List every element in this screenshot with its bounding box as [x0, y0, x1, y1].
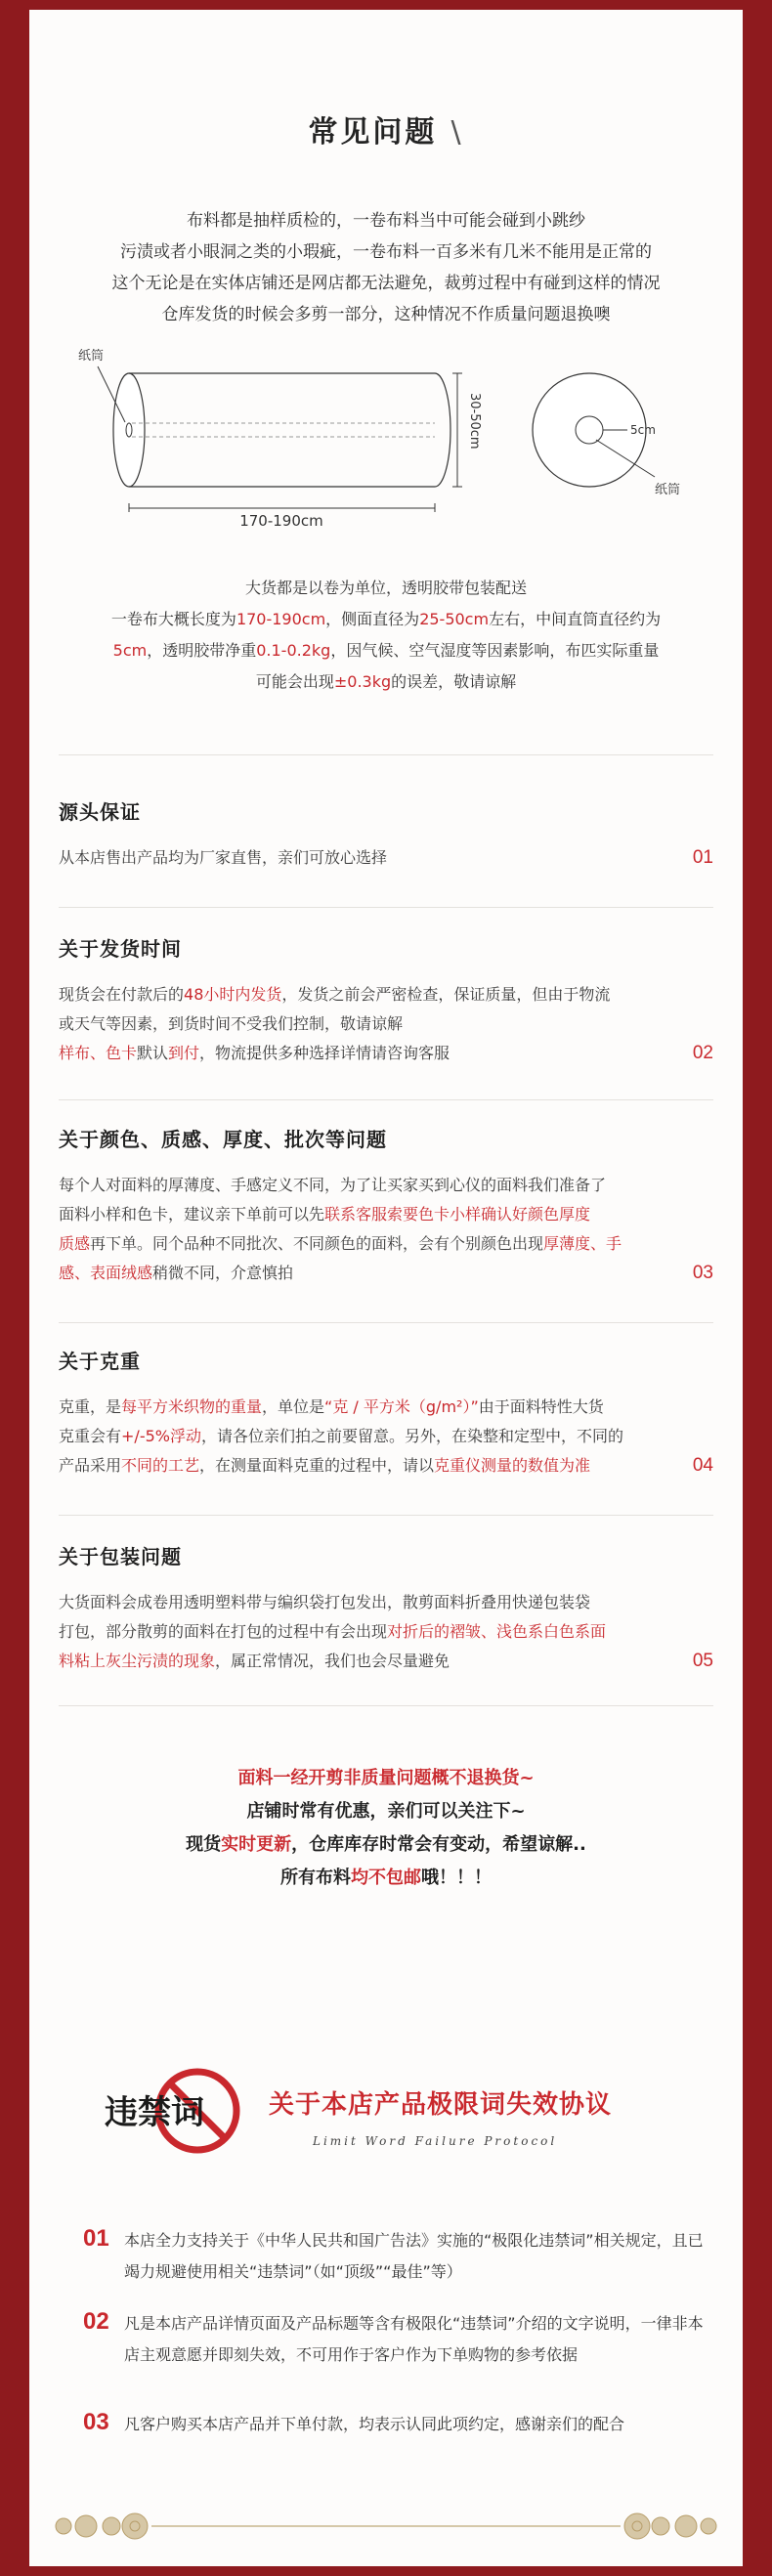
divider	[59, 1099, 713, 1100]
info-line: 可能会出现±0.3kg的误差，敬请谅解	[255, 672, 517, 691]
faq-title-slash: \	[450, 115, 464, 150]
agreement-title: 关于本店产品极限词失效协议	[269, 2090, 613, 2120]
agreement-item-number: 01	[83, 2225, 109, 2252]
divider	[59, 907, 713, 908]
section-weight	[59, 1346, 713, 1476]
store-notice	[59, 1762, 713, 1895]
fabric-roll-diagram	[68, 332, 704, 528]
divider	[59, 1515, 713, 1516]
section-body: 大货面料会成卷用透明塑料带与编织袋打包发出，散剪面料折叠用快递包装袋 打包，部分散剪的面料在打包的过程中有会出现对折后的褶皱、浅色系白色系面 料粘上灰尘污渍的现象，属正常情况，我们也会尽量避免	[59, 1593, 607, 1670]
intro-line: 布料都是抽样质检的，一卷布料当中可能会碰到小跳纱	[187, 211, 585, 231]
info-line: 5cm，透明胶带净重0.1-0.2kg，因气候、空气湿度等因素影响，布匹实际重量	[112, 641, 660, 660]
section-title: 关于发货时间	[59, 937, 182, 961]
label-core: 5cm	[630, 423, 656, 437]
intro-line: 污渍或者小眼洞之类的小瑕疵，一卷布料一百多米有几米不能用是正常的	[120, 242, 652, 262]
bulk-info	[59, 573, 713, 698]
faq-intro	[59, 205, 713, 330]
section-title: 源头保证	[59, 800, 141, 824]
section-title: 关于包装问题	[59, 1545, 182, 1568]
faq-title	[29, 107, 743, 150]
badge-text: 违禁词	[105, 2093, 204, 2132]
info-line: 大货都是以卷为单位，透明胶带包装配送	[244, 579, 527, 597]
notice-line: 店铺时常有优惠，亲们可以关注下~	[246, 1801, 526, 1822]
section-number: 05	[692, 1651, 713, 1671]
cloud-ornament-left-icon	[56, 2513, 148, 2539]
faq-title-text: 常见问题	[308, 115, 438, 150]
agreement-item-number: 03	[83, 2409, 109, 2435]
intro-line: 仓库发货的时候会多剪一部分，这种情况不作质量问题退换噢	[161, 305, 611, 324]
section-number: 03	[692, 1263, 713, 1283]
roll-side-view	[98, 366, 462, 512]
notice-line: 现货实时更新，仓库库存时常会有变动，希望谅解..	[186, 1834, 586, 1855]
section-body: 从本店售出产品均为厂家直售，亲们可放心选择	[59, 848, 388, 867]
content-panel	[29, 10, 743, 2566]
agreement-item-text: 凡是本店产品详情页面及产品标题等含有极限化“违禁词”介绍的文字说明，一律非本店主观意愿并即刻失效，不可用作于客户作为下单购物的参考依据	[124, 2314, 704, 2364]
divider	[59, 1322, 713, 1323]
label-tube-right: 纸筒	[655, 483, 681, 497]
label-diameter: 30-50cm	[467, 393, 482, 450]
section-number: 04	[692, 1455, 713, 1476]
label-length: 170-190cm	[239, 512, 323, 528]
section-color-quality	[59, 1124, 713, 1283]
agreement-subtitle: Limit Word Failure Protocol	[313, 2134, 558, 2148]
section-body: 每个人对面料的厚薄度、手感定义不同，为了让买家买到心仪的面料我们准备了 面料小样和色卡，建议亲下单前可以先联系客服索要色卡小样确认好颜色厚度 质感再下单。同个品种不同批次、不同颜色的面料，会有个别颜色出现厚薄度、手 感、表面绒感稍微不同，介意慎拍	[59, 1176, 622, 1282]
section-source	[59, 796, 713, 868]
section-number: 02	[692, 1043, 713, 1063]
agreement-item-number: 02	[83, 2308, 109, 2335]
section-packaging	[59, 1541, 713, 1671]
decorative-footer-ornament	[29, 2507, 743, 2546]
cloud-ornament-right-icon	[624, 2513, 716, 2539]
banned-words-badge	[98, 2067, 254, 2155]
section-number: 01	[692, 847, 713, 868]
intro-line: 这个无论是在实体店铺还是网店都无法避免，裁剪过程中有碰到这样的情况	[111, 274, 661, 293]
section-shipping	[59, 933, 713, 1063]
section-title: 关于克重	[59, 1350, 141, 1373]
section-body: 现货会在付款后的48小时内发货，发货之前会严密检查，保证质量，但由于物流 或天气等因素，到货时间不受我们控制，敬请谅解 样布、色卡默认到付，物流提供多种选择详情请咨询客服	[59, 985, 611, 1062]
label-tube-left: 纸筒	[78, 349, 105, 364]
info-line: 一卷布大概长度为170-190cm，侧面直径为25-50cm左右，中间直筒直径约为	[110, 610, 662, 628]
notice-line: 所有布料均不包邮哦！！！	[280, 1868, 492, 1888]
divider	[59, 1705, 713, 1706]
agreement-item-text: 凡客户购买本店产品并下单付款，均表示认同此项约定，感谢亲们的配合	[124, 2415, 625, 2433]
section-body: 克重，是每平方米织物的重量，单位是“克 / 平方米（g/m²）”由于面料特性大货 克重会有+/-5%浮动，请各位亲们拍之前要留意。另外，在染整和定型中，不同的 产品采用不同的工艺，在测量面料克重的过程中，请以克重仪测量的数值为准	[59, 1397, 623, 1475]
notice-line: 面料一经开剪非质量问题概不退换货~	[237, 1768, 535, 1788]
agreement-item-text: 本店全力支持关于《中华人民共和国广告法》实施的“极限化违禁词”相关规定，且已竭力规避使用相关“违禁词”（如“顶级”“最佳”等）	[124, 2231, 704, 2281]
divider	[59, 754, 713, 755]
section-title: 关于颜色、质感、厚度、批次等问题	[59, 1128, 387, 1151]
